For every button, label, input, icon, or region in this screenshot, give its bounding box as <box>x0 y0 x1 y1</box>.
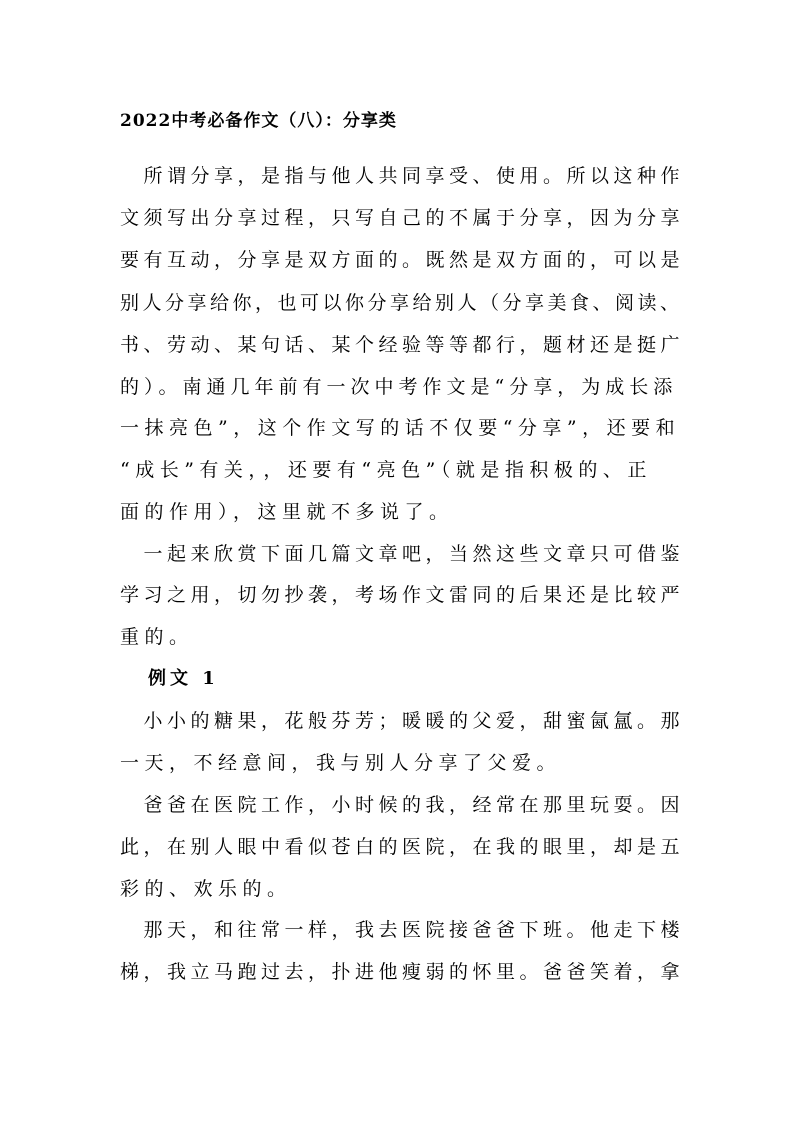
intro-line: 要有互动，分享是双方面的。既然是双方面的，可以是 <box>120 249 685 271</box>
example-line: 小小的糖果，花般芬芳；暖暖的父爱，甜蜜氤氲。那 <box>120 710 685 732</box>
intro-line: 一抹亮色”，这个作文写的话不仅要“分享”，还要和 <box>120 417 681 439</box>
example-line: 一天，不经意间，我与别人分享了父爱。 <box>120 752 562 774</box>
intro-line: 重的。 <box>120 626 194 648</box>
intro-line: 书、劳动、某句话、某个经验等等都行，题材还是挺广 <box>120 334 685 356</box>
intro-line: 所谓分享，是指与他人共同享受、使用。所以这种作 <box>120 165 685 187</box>
example-line: 爸爸在医院工作，小时候的我，经常在那里玩耍。因 <box>120 794 685 816</box>
example-line: 那天，和往常一样，我去医院接爸爸下班。他走下楼 <box>120 919 685 941</box>
example-line: 彩的、欢乐的。 <box>120 878 292 900</box>
intro-line: 面的作用），这里就不多说了。 <box>120 501 454 523</box>
intro-line: 学习之用，切勿抄袭，考场作文雷同的后果还是比较严 <box>120 584 685 606</box>
example-line: 此，在别人眼中看似苍白的医院，在我的眼里，却是五 <box>120 836 685 858</box>
example-line: 梯，我立马跑过去，扑进他瘦弱的怀里。爸爸笑着，拿 <box>120 961 685 983</box>
example-heading: 例文 1 <box>148 668 219 689</box>
intro-line: 的）。南通几年前有一次中考作文是“分享，为成长添 <box>120 376 678 398</box>
intro-line: 文须写出分享过程，只写自己的不属于分享，因为分享 <box>120 207 685 229</box>
intro-line: 别人分享给你，也可以你分享给别人（分享美食、阅读、 <box>120 292 683 314</box>
intro-line: “成长”有关，，还要有“亮色”（就是指积极的、正 <box>120 459 652 481</box>
document-title: 2022中考必备作文（八）：分享类 <box>120 111 397 131</box>
intro-line: 一起来欣赏下面几篇文章吧，当然这些文章只可借鉴 <box>120 543 685 565</box>
